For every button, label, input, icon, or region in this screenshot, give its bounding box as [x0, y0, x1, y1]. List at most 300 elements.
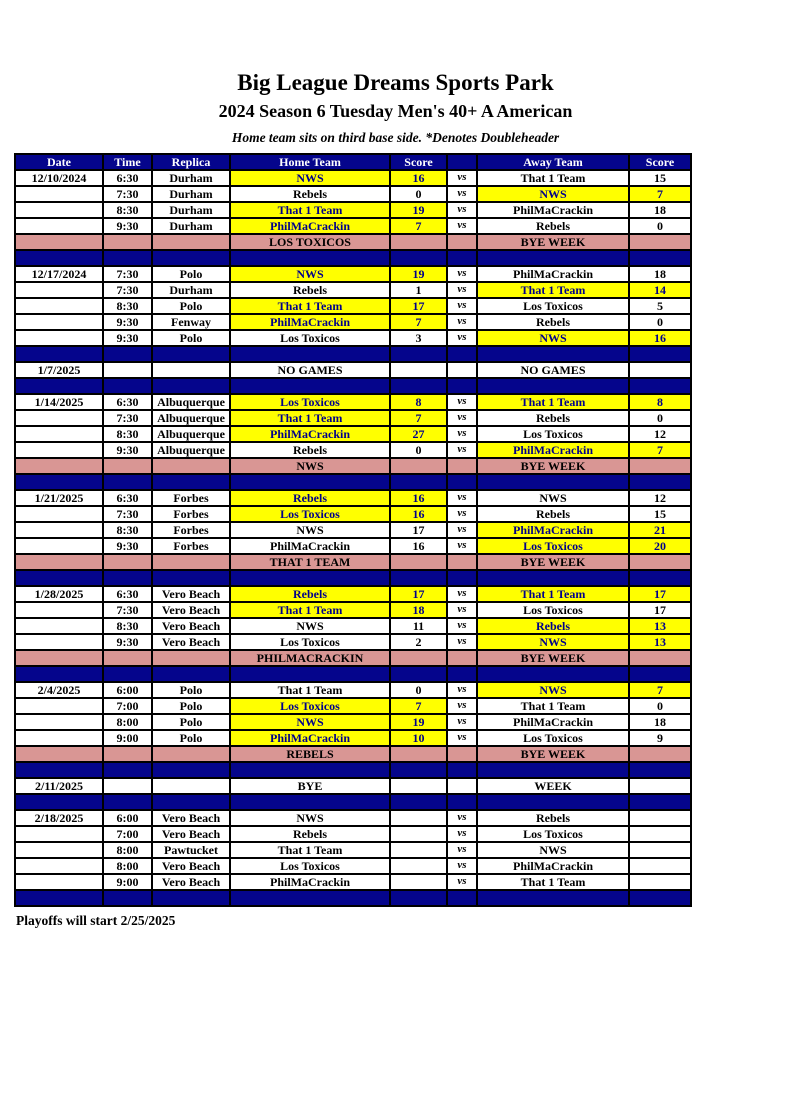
vs-cell: vs [447, 410, 477, 426]
home-team-cell [230, 378, 390, 394]
home-score-cell [390, 746, 447, 762]
away-score-cell [629, 362, 691, 378]
away-team-cell: That 1 Team [477, 874, 629, 890]
separator-row [15, 666, 691, 682]
separator-row [15, 762, 691, 778]
date-cell [15, 730, 103, 746]
home-team-cell [230, 794, 390, 810]
home-team-cell [230, 762, 390, 778]
away-team-cell: Rebels [477, 314, 629, 330]
bye-week-row [15, 234, 691, 250]
time-cell: 6:30 [103, 490, 152, 506]
time-cell [103, 762, 152, 778]
away-team-cell: Rebels [477, 506, 629, 522]
time-cell: 9:30 [103, 442, 152, 458]
replica-cell [152, 346, 230, 362]
replica-cell [152, 474, 230, 490]
replica-cell: Polo [152, 698, 230, 714]
schedule-row [15, 730, 691, 746]
replica-cell: Vero Beach [152, 618, 230, 634]
vs-cell: vs [447, 266, 477, 282]
away-team-cell [477, 890, 629, 906]
home-score-cell: 7 [390, 410, 447, 426]
schedule-row [15, 634, 691, 650]
time-cell: 9:30 [103, 218, 152, 234]
home-team-cell [230, 474, 390, 490]
schedule-row [15, 538, 691, 554]
date-cell [15, 746, 103, 762]
home-team-cell: Los Toxicos [230, 506, 390, 522]
date-cell [15, 458, 103, 474]
date-cell [15, 570, 103, 586]
away-team-cell: Los Toxicos [477, 426, 629, 442]
away-score-cell: 17 [629, 602, 691, 618]
home-score-cell: 7 [390, 218, 447, 234]
away-score-cell: 14 [629, 282, 691, 298]
date-cell: 2/11/2025 [15, 778, 103, 794]
away-team-cell: BYE WEEK [477, 650, 629, 666]
home-team-cell: That 1 Team [230, 682, 390, 698]
replica-cell: Fenway [152, 314, 230, 330]
vs-cell [447, 362, 477, 378]
replica-cell: Vero Beach [152, 858, 230, 874]
away-score-cell: 7 [629, 682, 691, 698]
away-team-cell [477, 570, 629, 586]
date-cell [15, 378, 103, 394]
schedule-body [15, 170, 691, 906]
vs-cell [447, 234, 477, 250]
time-cell [103, 778, 152, 794]
date-cell [15, 650, 103, 666]
away-team-cell: Los Toxicos [477, 602, 629, 618]
replica-cell: Durham [152, 282, 230, 298]
away-team-cell: NO GAMES [477, 362, 629, 378]
time-cell: 6:00 [103, 810, 152, 826]
replica-cell: Polo [152, 682, 230, 698]
replica-cell: Vero Beach [152, 874, 230, 890]
replica-cell [152, 762, 230, 778]
replica-cell: Vero Beach [152, 826, 230, 842]
vs-cell: vs [447, 522, 477, 538]
home-team-cell: PhilMaCrackin [230, 426, 390, 442]
date-cell [15, 314, 103, 330]
separator-row [15, 890, 691, 906]
schedule-row [15, 298, 691, 314]
vs-cell [447, 554, 477, 570]
home-team-cell [230, 890, 390, 906]
replica-cell: Vero Beach [152, 602, 230, 618]
time-cell [103, 746, 152, 762]
home-score-cell [390, 346, 447, 362]
home-score-cell: 19 [390, 714, 447, 730]
date-cell [15, 698, 103, 714]
home-team-cell: NWS [230, 810, 390, 826]
time-cell: 8:30 [103, 426, 152, 442]
replica-cell: Pawtucket [152, 842, 230, 858]
away-team-cell: PhilMaCrackin [477, 266, 629, 282]
replica-cell [152, 250, 230, 266]
away-team-cell: That 1 Team [477, 586, 629, 602]
home-score-cell: 0 [390, 186, 447, 202]
home-team-cell: Rebels [230, 586, 390, 602]
away-team-cell: Los Toxicos [477, 538, 629, 554]
home-score-cell [390, 874, 447, 890]
time-cell: 7:30 [103, 186, 152, 202]
date-cell [15, 634, 103, 650]
vs-cell [447, 378, 477, 394]
vs-cell: vs [447, 682, 477, 698]
away-score-cell [629, 234, 691, 250]
away-team-cell: Rebels [477, 410, 629, 426]
date-cell [15, 890, 103, 906]
home-team-cell: BYE [230, 778, 390, 794]
replica-cell: Vero Beach [152, 586, 230, 602]
away-team-cell: PhilMaCrackin [477, 522, 629, 538]
schedule-row [15, 202, 691, 218]
schedule-table [14, 153, 692, 907]
date-cell [15, 874, 103, 890]
home-team-cell: Rebels [230, 186, 390, 202]
replica-cell: Forbes [152, 522, 230, 538]
away-score-cell [629, 890, 691, 906]
away-team-cell: That 1 Team [477, 698, 629, 714]
home-team-cell: LOS TOXICOS [230, 234, 390, 250]
replica-cell: Albuquerque [152, 426, 230, 442]
date-cell [15, 282, 103, 298]
home-team-cell [230, 346, 390, 362]
home-score-cell: 17 [390, 522, 447, 538]
date-cell [15, 538, 103, 554]
vs-cell: vs [447, 858, 477, 874]
replica-cell: Durham [152, 202, 230, 218]
date-cell: 12/10/2024 [15, 170, 103, 186]
schedule-row [15, 506, 691, 522]
away-team-cell: PhilMaCrackin [477, 202, 629, 218]
schedule-row [15, 218, 691, 234]
time-cell: 9:00 [103, 874, 152, 890]
date-cell [15, 506, 103, 522]
time-cell [103, 234, 152, 250]
vs-cell: vs [447, 698, 477, 714]
replica-cell [152, 554, 230, 570]
schedule-row [15, 490, 691, 506]
away-score-cell: 20 [629, 538, 691, 554]
date-cell: 1/14/2025 [15, 394, 103, 410]
separator-row [15, 378, 691, 394]
away-score-cell: 13 [629, 634, 691, 650]
home-team-cell: Rebels [230, 442, 390, 458]
home-score-cell [390, 858, 447, 874]
away-score-cell: 0 [629, 314, 691, 330]
away-score-cell: 21 [629, 522, 691, 538]
away-team-cell: NWS [477, 330, 629, 346]
away-score-cell [629, 378, 691, 394]
home-score-cell: 16 [390, 538, 447, 554]
replica-cell: Albuquerque [152, 442, 230, 458]
home-score-cell [390, 794, 447, 810]
away-score-cell [629, 570, 691, 586]
away-team-cell [477, 250, 629, 266]
replica-cell [152, 890, 230, 906]
time-cell [103, 650, 152, 666]
home-team-cell: PhilMaCrackin [230, 218, 390, 234]
vs-cell: vs [447, 314, 477, 330]
time-cell: 8:30 [103, 618, 152, 634]
home-team-cell: Rebels [230, 490, 390, 506]
away-team-cell [477, 474, 629, 490]
vs-cell: vs [447, 538, 477, 554]
vs-cell [447, 250, 477, 266]
home-score-cell: 7 [390, 314, 447, 330]
home-score-cell: 17 [390, 586, 447, 602]
replica-cell: Durham [152, 186, 230, 202]
home-score-cell [390, 842, 447, 858]
date-cell [15, 234, 103, 250]
away-score-cell: 5 [629, 298, 691, 314]
time-cell: 8:00 [103, 714, 152, 730]
vs-cell: vs [447, 586, 477, 602]
vs-cell [447, 794, 477, 810]
date-cell: 12/17/2024 [15, 266, 103, 282]
home-score-cell [390, 810, 447, 826]
away-score-cell [629, 842, 691, 858]
home-team-cell: NWS [230, 170, 390, 186]
vs-cell [447, 650, 477, 666]
header-away-team: Away Team [477, 154, 629, 170]
time-cell [103, 794, 152, 810]
vs-cell [447, 778, 477, 794]
vs-cell: vs [447, 810, 477, 826]
away-team-cell: That 1 Team [477, 170, 629, 186]
home-team-cell: That 1 Team [230, 842, 390, 858]
away-score-cell: 16 [629, 330, 691, 346]
replica-cell: Forbes [152, 506, 230, 522]
away-score-cell [629, 826, 691, 842]
replica-cell: Polo [152, 298, 230, 314]
away-score-cell [629, 346, 691, 362]
time-cell: 7:30 [103, 410, 152, 426]
away-score-cell [629, 250, 691, 266]
away-team-cell: Los Toxicos [477, 730, 629, 746]
home-team-cell: THAT 1 TEAM [230, 554, 390, 570]
date-cell [15, 618, 103, 634]
replica-cell: Forbes [152, 538, 230, 554]
home-score-cell [390, 826, 447, 842]
vs-cell [447, 570, 477, 586]
vs-cell: vs [447, 506, 477, 522]
bye-week-row [15, 746, 691, 762]
replica-cell [152, 650, 230, 666]
home-team-cell: Los Toxicos [230, 330, 390, 346]
away-score-cell: 8 [629, 394, 691, 410]
replica-cell: Polo [152, 266, 230, 282]
separator-row [15, 570, 691, 586]
schedule-row [15, 826, 691, 842]
schedule-row [15, 810, 691, 826]
vs-cell [447, 346, 477, 362]
vs-cell: vs [447, 186, 477, 202]
separator-row [15, 250, 691, 266]
home-team-cell: NWS [230, 458, 390, 474]
time-cell [103, 346, 152, 362]
vs-cell: vs [447, 426, 477, 442]
bye-week-row [15, 458, 691, 474]
vs-cell: vs [447, 394, 477, 410]
separator-row [15, 346, 691, 362]
home-score-cell: 10 [390, 730, 447, 746]
vs-cell: vs [447, 602, 477, 618]
date-cell [15, 666, 103, 682]
home-score-cell: 18 [390, 602, 447, 618]
time-cell [103, 474, 152, 490]
schedule-row [15, 266, 691, 282]
home-team-cell: PhilMaCrackin [230, 314, 390, 330]
home-team-cell: NWS [230, 714, 390, 730]
away-team-cell: BYE WEEK [477, 234, 629, 250]
away-score-cell [629, 458, 691, 474]
time-cell: 7:00 [103, 698, 152, 714]
home-team-cell: PhilMaCrackin [230, 538, 390, 554]
away-team-cell: That 1 Team [477, 282, 629, 298]
away-score-cell [629, 666, 691, 682]
away-score-cell: 0 [629, 698, 691, 714]
time-cell: 6:30 [103, 170, 152, 186]
away-team-cell [477, 794, 629, 810]
away-score-cell: 18 [629, 202, 691, 218]
schedule-row [15, 714, 691, 730]
playoffs-note: Playoffs will start 2/25/2025 [16, 912, 176, 928]
home-team-cell: That 1 Team [230, 602, 390, 618]
vs-cell: vs [447, 490, 477, 506]
replica-cell: Albuquerque [152, 410, 230, 426]
home-team-cell: Rebels [230, 282, 390, 298]
vs-cell: vs [447, 442, 477, 458]
schedule-row [15, 618, 691, 634]
date-cell [15, 842, 103, 858]
replica-cell: Durham [152, 170, 230, 186]
away-score-cell: 13 [629, 618, 691, 634]
home-score-cell: 16 [390, 490, 447, 506]
home-score-cell [390, 362, 447, 378]
away-team-cell [477, 762, 629, 778]
away-score-cell: 0 [629, 218, 691, 234]
vs-cell: vs [447, 282, 477, 298]
home-team-cell: Rebels [230, 826, 390, 842]
home-score-cell: 3 [390, 330, 447, 346]
vs-cell: vs [447, 874, 477, 890]
away-score-cell: 7 [629, 186, 691, 202]
home-team-cell [230, 570, 390, 586]
away-team-cell: PhilMaCrackin [477, 442, 629, 458]
home-score-cell [390, 762, 447, 778]
vs-cell [447, 458, 477, 474]
home-score-cell [390, 458, 447, 474]
home-team-cell [230, 250, 390, 266]
vs-cell: vs [447, 330, 477, 346]
replica-cell [152, 234, 230, 250]
away-team-cell: That 1 Team [477, 394, 629, 410]
away-team-cell [477, 666, 629, 682]
home-score-cell [390, 554, 447, 570]
time-cell: 8:00 [103, 842, 152, 858]
home-team-cell: NWS [230, 522, 390, 538]
away-team-cell: BYE WEEK [477, 554, 629, 570]
vs-cell [447, 746, 477, 762]
date-cell [15, 794, 103, 810]
away-team-cell: NWS [477, 842, 629, 858]
time-cell: 6:30 [103, 394, 152, 410]
away-team-cell: BYE WEEK [477, 746, 629, 762]
schedule-row [15, 282, 691, 298]
date-cell: 1/7/2025 [15, 362, 103, 378]
home-team-cell: Los Toxicos [230, 858, 390, 874]
home-team-cell: REBELS [230, 746, 390, 762]
date-cell [15, 826, 103, 842]
away-score-cell [629, 474, 691, 490]
home-team-cell: NO GAMES [230, 362, 390, 378]
vs-cell [447, 890, 477, 906]
replica-cell: Vero Beach [152, 810, 230, 826]
away-score-cell [629, 794, 691, 810]
home-score-cell: 17 [390, 298, 447, 314]
home-score-cell [390, 890, 447, 906]
time-cell: 9:30 [103, 330, 152, 346]
date-cell [15, 202, 103, 218]
bye-week-row [15, 554, 691, 570]
away-team-cell: BYE WEEK [477, 458, 629, 474]
vs-cell [447, 762, 477, 778]
replica-cell [152, 794, 230, 810]
schedule-row [15, 314, 691, 330]
time-cell [103, 666, 152, 682]
away-team-cell: PhilMaCrackin [477, 858, 629, 874]
home-score-cell [390, 570, 447, 586]
date-cell [15, 714, 103, 730]
replica-cell [152, 570, 230, 586]
schedule-row [15, 426, 691, 442]
time-cell [103, 890, 152, 906]
time-cell: 9:30 [103, 314, 152, 330]
time-cell: 9:30 [103, 538, 152, 554]
replica-cell: Polo [152, 730, 230, 746]
schedule-row [15, 778, 691, 794]
schedule-row [15, 186, 691, 202]
schedule-row [15, 858, 691, 874]
vs-cell: vs [447, 218, 477, 234]
away-score-cell: 15 [629, 506, 691, 522]
home-score-cell [390, 474, 447, 490]
date-cell [15, 186, 103, 202]
separator-row [15, 474, 691, 490]
date-cell [15, 554, 103, 570]
home-score-cell: 11 [390, 618, 447, 634]
home-team-cell: NWS [230, 266, 390, 282]
home-score-cell [390, 234, 447, 250]
header-date: Date [15, 154, 103, 170]
replica-cell [152, 378, 230, 394]
date-cell [15, 426, 103, 442]
away-team-cell: Los Toxicos [477, 298, 629, 314]
schedule-row [15, 362, 691, 378]
replica-cell: Polo [152, 714, 230, 730]
away-team-cell: Rebels [477, 810, 629, 826]
time-cell [103, 554, 152, 570]
time-cell [103, 250, 152, 266]
away-team-cell: NWS [477, 186, 629, 202]
away-team-cell [477, 378, 629, 394]
replica-cell: Vero Beach [152, 634, 230, 650]
date-cell [15, 218, 103, 234]
